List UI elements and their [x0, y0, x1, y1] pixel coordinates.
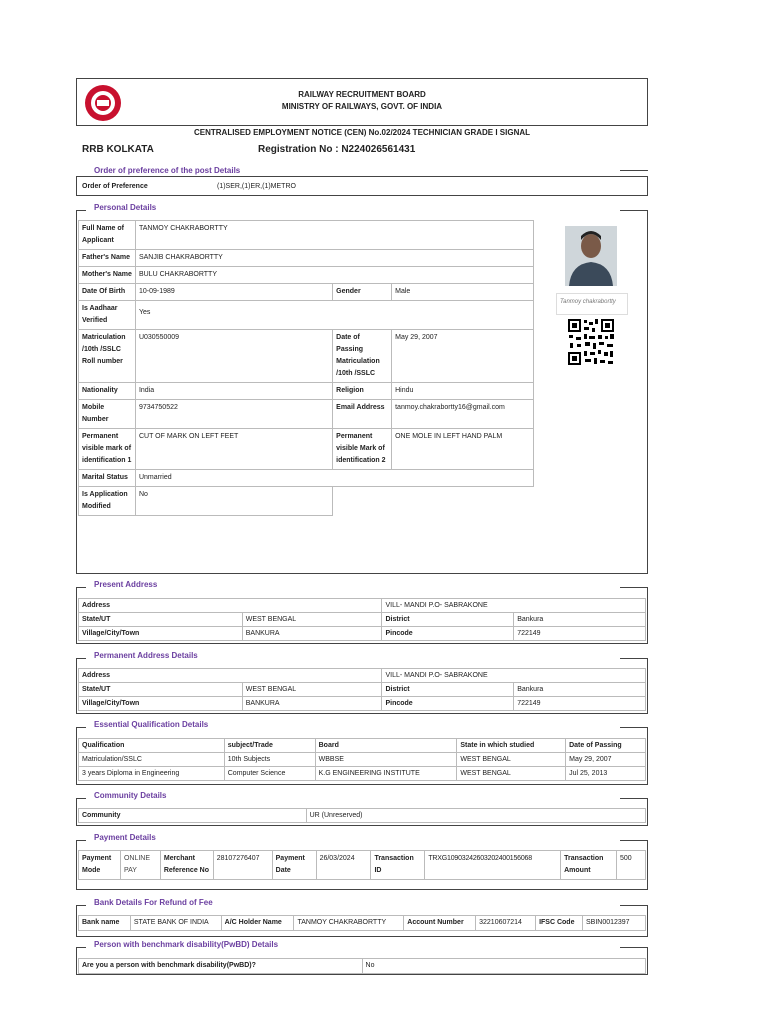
- rrb-name: RRB KOLKATA: [82, 144, 154, 155]
- religion-value: Hindu: [392, 383, 534, 400]
- applicant-photo: [565, 226, 617, 286]
- village-label: Village/City/Town: [79, 627, 243, 641]
- table-cell: Jul 25, 2013: [566, 767, 646, 781]
- holder-name-value: TANMOY CHAKRABORTTY: [294, 916, 404, 931]
- table-row: [79, 250, 534, 267]
- modified-value: No: [135, 487, 332, 516]
- mark2-label: Permanent visible Mark of identification 2: [333, 429, 392, 470]
- matric-label: Matriculation /10th /SSLC Roll number: [79, 330, 136, 383]
- bank-name-label: Bank name: [79, 916, 131, 931]
- full-name-label: Full Name of Applicant: [79, 221, 136, 250]
- table-row: [79, 683, 646, 697]
- payment-mode-label: Payment Mode: [79, 851, 121, 880]
- preference-value: (1)SER,(1)ER,(1)METRO: [217, 183, 296, 190]
- pwbd-answer: No: [362, 959, 645, 974]
- board-name: RAILWAY RECRUITMENT BOARD: [298, 90, 426, 99]
- qualification-table: [78, 738, 646, 781]
- pincode-label: Pincode: [382, 697, 514, 711]
- section-title-pwbd: Person with benchmark disability(PwBD) Details: [94, 940, 279, 949]
- table-cell: K.G ENGINEERING INSTITUTE: [315, 767, 457, 781]
- community-table: [78, 808, 646, 823]
- state-value: WEST BENGAL: [242, 683, 382, 697]
- modified-label: Is Application Modified: [79, 487, 136, 516]
- address-label: Address: [79, 599, 382, 613]
- section-title-bank: Bank Details For Refund of Fee: [94, 898, 213, 907]
- registration-number: Registration No : N224026561431: [258, 144, 416, 155]
- table-row: [79, 267, 534, 284]
- applicant-signature: [556, 293, 628, 315]
- table-cell: WBBSE: [315, 753, 457, 767]
- person-photo-icon: [565, 226, 617, 286]
- personal-table: [78, 220, 534, 516]
- table-row: [79, 487, 534, 516]
- table-row: [79, 916, 646, 931]
- qr-code-icon: [567, 318, 615, 366]
- district-label: District: [382, 613, 514, 627]
- pwbd-table: [78, 958, 646, 974]
- table-row: [79, 767, 646, 781]
- payment-date-value: 26/03/2024: [316, 851, 371, 880]
- table-row: [79, 599, 646, 613]
- email-label: Email Address: [333, 400, 392, 429]
- community-label: Community: [79, 809, 307, 823]
- transaction-amount-label: Transaction Amount: [561, 851, 617, 880]
- nationality-value: India: [135, 383, 332, 400]
- section-title-payment: Payment Details: [94, 833, 156, 842]
- table-cell: WEST BENGAL: [457, 767, 566, 781]
- preference-section: [76, 176, 648, 196]
- table-row: [79, 697, 646, 711]
- date-header: Date of Passing: [566, 739, 646, 753]
- table-row: [79, 400, 534, 429]
- aadhaar-label: Is Aadhaar Verified: [79, 301, 136, 330]
- table-row: [79, 221, 534, 250]
- gender-value: Male: [392, 284, 534, 301]
- state-value: WEST BENGAL: [242, 613, 382, 627]
- board-header: Board: [315, 739, 457, 753]
- account-number-label: Account Number: [404, 916, 476, 931]
- table-row: [79, 627, 646, 641]
- full-name-value: TANMOY CHAKRABORTTY: [135, 221, 533, 250]
- district-value: Bankura: [514, 613, 646, 627]
- transaction-id-label: Transaction ID: [371, 851, 425, 880]
- section-title-personal: Personal Details: [94, 203, 157, 212]
- ministry-name: MINISTRY OF RAILWAYS, GOVT. OF INDIA: [281, 102, 443, 111]
- table-cell: Matriculation/SSLC: [79, 753, 225, 767]
- signature-text: Tanmoy chakrabortty: [560, 299, 616, 305]
- pass-date-label: Date of Passing Matriculation /10th /SSLC: [333, 330, 392, 383]
- table-row: [79, 669, 646, 683]
- divider: [620, 170, 648, 171]
- community-value: UR (Unreserved): [306, 809, 645, 823]
- ifsc-label: IFSC Code: [536, 916, 583, 931]
- empty-cell: [333, 487, 534, 516]
- table-cell: 10th Subjects: [224, 753, 315, 767]
- village-value: BANKURA: [242, 627, 382, 641]
- document-header: [76, 78, 648, 126]
- table-row: [79, 739, 646, 753]
- matric-value: U030550009: [135, 330, 332, 383]
- table-cell: WEST BENGAL: [457, 753, 566, 767]
- merchant-ref-value: 28107276407: [213, 851, 272, 880]
- pincode-value: 722149: [514, 697, 646, 711]
- table-row: [79, 470, 534, 487]
- table-row: [79, 851, 646, 880]
- transaction-amount-value: 500: [617, 851, 646, 880]
- holder-name-label: A/C Holder Name: [221, 916, 294, 931]
- table-row: [79, 429, 534, 470]
- merchant-ref-label: Merchant Reference No: [160, 851, 213, 880]
- subject-header: subject/Trade: [224, 739, 315, 753]
- address-label: Address: [79, 669, 382, 683]
- table-cell: Computer Science: [224, 767, 315, 781]
- nationality-label: Nationality: [79, 383, 136, 400]
- village-value: BANKURA: [242, 697, 382, 711]
- aadhaar-value: Yes: [135, 301, 533, 330]
- mark1-value: CUT OF MARK ON LEFT FEET: [135, 429, 332, 470]
- table-row: [79, 753, 646, 767]
- bank-table: [78, 915, 646, 931]
- father-value: SANJIB CHAKRABORTTY: [135, 250, 533, 267]
- payment-mode-value: ONLINE PAY: [120, 851, 160, 880]
- address-value: VILL- MANDI P.O- SABRAKONE: [382, 669, 646, 683]
- mark1-label: Permanent visible mark of identification 1: [79, 429, 136, 470]
- pwbd-question: Are you a person with benchmark disability(PwBD)?: [79, 959, 363, 974]
- table-cell: May 29, 2007: [566, 753, 646, 767]
- state-label: State/UT: [79, 683, 243, 697]
- religion-label: Religion: [333, 383, 392, 400]
- ifsc-value: SBIN0012397: [582, 916, 645, 931]
- account-number-value: 32210607214: [476, 916, 536, 931]
- mark2-value: ONE MOLE IN LEFT HAND PALM: [392, 429, 534, 470]
- table-row: [79, 809, 646, 823]
- district-label: District: [382, 683, 514, 697]
- section-title-qualification: Essential Qualification Details: [94, 720, 209, 729]
- bank-name-value: STATE BANK OF INDIA: [130, 916, 221, 931]
- section-title-preference: Order of preference of the post Details: [94, 166, 241, 175]
- gender-label: Gender: [333, 284, 392, 301]
- table-cell: 3 years Diploma in Engineering: [79, 767, 225, 781]
- table-row: [79, 613, 646, 627]
- pincode-value: 722149: [514, 627, 646, 641]
- mother-label: Mother's Name: [79, 267, 136, 284]
- table-row: [79, 284, 534, 301]
- notice-title: CENTRALISED EMPLOYMENT NOTICE (CEN) No.02/2024 TECHNICIAN GRADE I SIGNAL: [193, 128, 531, 137]
- father-label: Father's Name: [79, 250, 136, 267]
- section-title-community: Community Details: [94, 791, 167, 800]
- pass-date-value: May 29, 2007: [392, 330, 534, 383]
- section-title-present-address: Present Address: [94, 580, 158, 589]
- marital-value: Unmarried: [135, 470, 533, 487]
- transaction-id-value: TRXG10903242603202400156068: [425, 851, 561, 880]
- table-row: [79, 959, 646, 974]
- mobile-label: Mobile Number: [79, 400, 136, 429]
- section-title-permanent-address: Permanent Address Details: [94, 651, 198, 660]
- pincode-label: Pincode: [382, 627, 514, 641]
- email-value: tanmoy.chakrabortty16@gmail.com: [392, 400, 534, 429]
- village-label: Village/City/Town: [79, 697, 243, 711]
- payment-table: [78, 850, 646, 880]
- state-header: State in which studied: [457, 739, 566, 753]
- district-value: Bankura: [514, 683, 646, 697]
- table-row: [79, 330, 534, 383]
- present-address-table: [78, 598, 646, 641]
- dob-label: Date Of Birth: [79, 284, 136, 301]
- qualification-header: Qualification: [79, 739, 225, 753]
- mobile-value: 9734750522: [135, 400, 332, 429]
- marital-label: Marital Status: [79, 470, 136, 487]
- table-row: [79, 383, 534, 400]
- payment-date-label: Payment Date: [272, 851, 316, 880]
- permanent-address-table: [78, 668, 646, 711]
- table-row: [79, 301, 534, 330]
- dob-value: 10-09-1989: [135, 284, 332, 301]
- mother-value: BULU CHAKRABORTTY: [135, 267, 533, 284]
- state-label: State/UT: [79, 613, 243, 627]
- preference-label: Order of Preference: [82, 183, 148, 190]
- address-value: VILL- MANDI P.O- SABRAKONE: [382, 599, 646, 613]
